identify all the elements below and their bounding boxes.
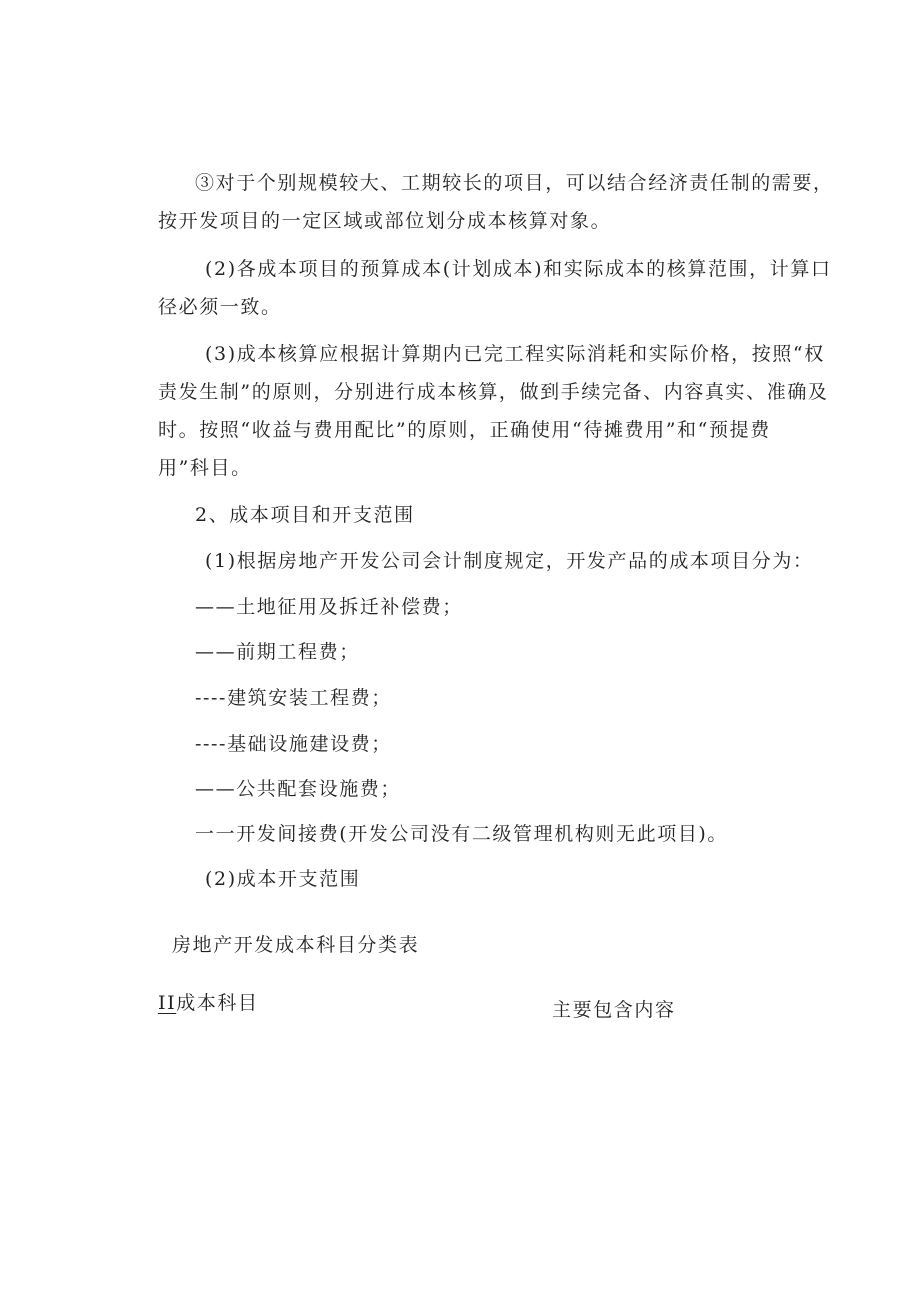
cost-item-indirect: 一一开发间接费(开发公司没有二级管理机构则无此项目)。 — [195, 823, 729, 845]
table-header-col1-label: 成本科目 — [176, 992, 259, 1014]
section-heading: 2、成本项目和开支范围 — [195, 504, 415, 526]
table-header-col2: 主要包含内容 — [552, 999, 676, 1021]
para1-line1: ③对于个别规模较大、工期较长的项目，可以结合经济责任制的需要， — [195, 172, 834, 194]
para3-line3: 时。按照“收益与费用配比”的原则，正确使用“待摊费用”和“预提费 — [158, 419, 771, 441]
cost-item-land: ——土地征用及拆迁补偿费； — [195, 596, 463, 618]
para4-line: (1)根据房地产开发公司会计制度规定，开发产品的成本项目分为： — [205, 550, 814, 572]
para2-line2: 径必须一致。 — [158, 296, 282, 318]
para1-line2: 按开发项目的一定区域或部位划分成本核算对象。 — [158, 210, 612, 232]
cost-item-infrastructure: ----基础设施建设费； — [195, 733, 392, 755]
table-header-marker: II — [158, 992, 177, 1014]
para3-line2: 责发生制”的原则，分别进行成本核算，做到手续完备、内容真实、准确及 — [158, 381, 829, 403]
para3-line1: (3)成本核算应根据计算期内已完工程实际消耗和实际价格，按照“权 — [205, 343, 825, 365]
para5-line: (2)成本开支范围 — [205, 868, 361, 890]
table-header-col1 — [158, 992, 259, 1014]
table-title: 房地产开发成本科目分类表 — [172, 934, 420, 956]
para3-line4: 用”科目。 — [158, 457, 252, 479]
cost-item-construction: ----建筑安装工程费； — [195, 687, 392, 709]
para2-line1: (2)各成本项目的预算成本(计划成本)和实际成本的核算范围，计算口 — [205, 258, 832, 280]
cost-item-public-facilities: ——公共配套设施费； — [195, 778, 402, 800]
cost-item-preliminary: ——前期工程费； — [195, 641, 360, 663]
